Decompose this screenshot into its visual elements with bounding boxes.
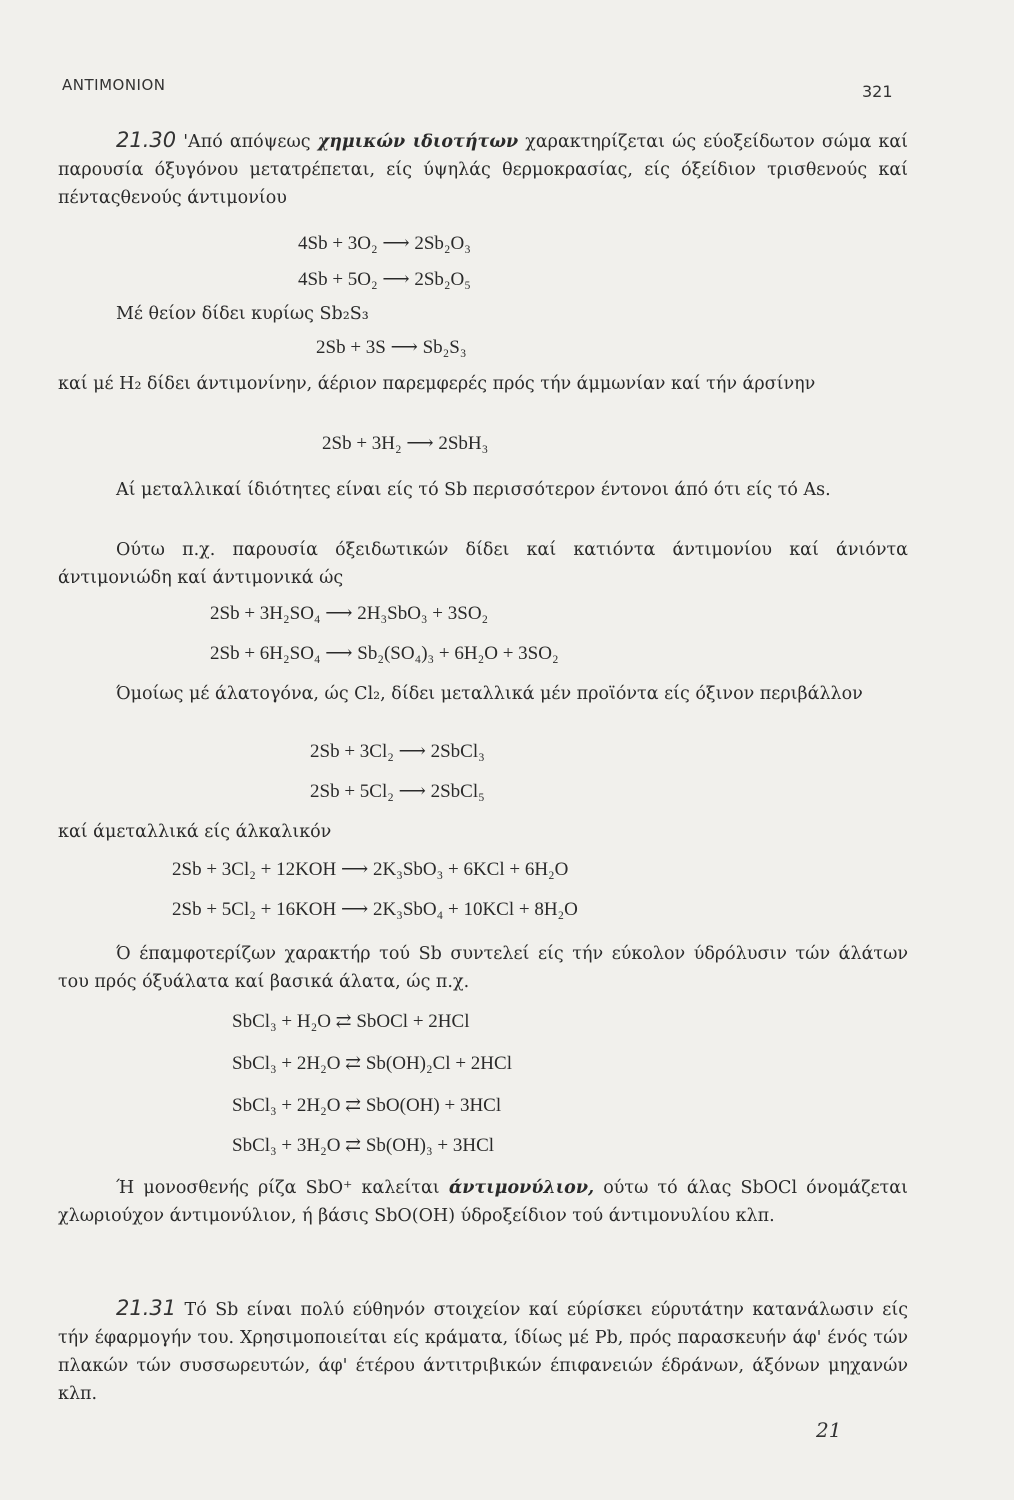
antimonyl-paragraph: [58, 1174, 908, 1230]
root-emphasis: άντιμονύλιον,: [448, 1178, 595, 1198]
amphoteric-paragraph: Ό έπαμφοτερίζων χαρακτήρ τού Sb συντελεί είς τήν εύκολον ύδρόλυσιν τών άλάτων του πρός όξυάλατα καί βασικά άλατα, ώς π.χ.: [58, 944, 908, 992]
equation-sulfide: 2Sb + 3S ⟶ Sb₂S₃: [316, 337, 467, 358]
equation-alkaline-2: 2Sb + 5Cl₂ + 16KOH ⟶ 2K₃SbO₄ + 10KCl + 8H₂O: [172, 899, 578, 920]
section-number-2131: 21.31: [116, 1296, 177, 1320]
page-number: 321: [862, 82, 893, 101]
metallic-paragraph: Αί μεταλλικαί ίδιότητες είναι είς τό Sb περισσότερον έντονοι άπό ότι είς τό As.: [116, 480, 831, 500]
acid-paragraph: Ούτω π.χ. παρουσία όξειδωτικών δίδει καί κατιόντα άντιμονίου καί άνιόντα άντιμονιώδη καί άντιμονικά ώς: [58, 540, 908, 588]
halogen-paragraph: Όμοίως μέ άλατογόνα, ώς Cl₂, δίδει μεταλλικά μέν προϊόντα είς όξινον περιβάλλον: [116, 684, 863, 704]
equation-stibine: 2Sb + 3H₂ ⟶ 2SbH₃: [322, 433, 489, 454]
signature-mark: 21: [816, 1418, 842, 1442]
equation-alkaline-1: 2Sb + 3Cl₂ + 12KOH ⟶ 2K₃SbO₃ + 6KCl + 6H₂O: [172, 859, 569, 880]
alkaline-paragraph: καί άμεταλλικά είς άλκαλικόν: [58, 822, 332, 842]
hydrogen-paragraph: καί μέ H₂ δίδει άντιμονίνην, άέριον παρεμφερές πρός τήν άμμωνίαν καί τήν άρσίνην: [58, 374, 816, 394]
section-number-2130: 21.30: [116, 128, 177, 152]
section-2131-text: Τό Sb είναι πολύ εύθηνόν στοιχείον καί εύρίσκει εύρυτάτην κατανάλωσιν είς τήν έφαρμογήν του. Χρησιμοποιείται είς κράματα, ίδίως μέ Pb, πρός παρασκευήν άφ' ένός τών πλακών τών συσσωρευτών, άφ' έτέρου άντιτριβικών έπιφανειών έδράνων, άξόνων μηχανών κλπ.: [58, 1300, 908, 1404]
equation-sulfuric-1: 2Sb + 3H₂SO₄ ⟶ 2H₃SbO₃ + 3SO₂: [210, 603, 489, 624]
section-2131: [58, 1294, 908, 1408]
intro-before: 'Από απόψεως: [176, 132, 318, 152]
equation-hydrolysis-4: SbCl₃ + 3H₂O ⇄ Sb(OH)₃ + 3HCl: [232, 1135, 495, 1156]
equation-hydrolysis-2: SbCl₃ + 2H₂O ⇄ Sb(OH)₂Cl + 2HCl: [232, 1053, 512, 1074]
sulfur-paragraph: Μέ θείον δίδει κυρίως Sb₂S₃: [116, 304, 369, 324]
equation-chloride-1: 2Sb + 3Cl₂ ⟶ 2SbCl₃: [310, 741, 485, 762]
equation-oxidation-1: 4Sb + 3O₂ ⟶ 2Sb₂O₃: [298, 233, 471, 254]
intro-emphasis: χημικών ιδιοτήτων: [317, 132, 519, 152]
equation-hydrolysis-1: SbCl₃ + H₂O ⇄ SbOCl + 2HCl: [232, 1011, 470, 1032]
equation-sulfuric-2: 2Sb + 6H₂SO₄ ⟶ Sb₂(SO₄)₃ + 6H₂O + 3SO₂: [210, 643, 559, 664]
intro-after: χαρακτηρίζεται ώς εύοξείδωτον σώμα καί παρουσία όξυγόνου μετατρέπεται, είς ύψηλάς θερμοκρασίας, είς όξείδιον τρισθενούς καί πένταςθενούς άντιμονίου: [58, 132, 908, 208]
equation-chloride-2: 2Sb + 5Cl₂ ⟶ 2SbCl₅: [310, 781, 485, 802]
section-2130-intro: [58, 126, 908, 212]
root-before: Ή μονοσθενής ρίζα SbO⁺ καλείται: [116, 1178, 449, 1198]
equation-oxidation-2: 4Sb + 5O₂ ⟶ 2Sb₂O₅: [298, 269, 471, 290]
running-title: ANTIMONION: [62, 76, 166, 94]
root-after: ούτω τό άλας SbOCl όνομάζεται χλωριούχον άντιμονύλιον, ή βάσις SbO(OH) ύδροξείδιον τού άντιμονυλίου κλπ.: [58, 1178, 908, 1226]
equation-hydrolysis-3: SbCl₃ + 2H₂O ⇄ SbO(OH) + 3HCl: [232, 1095, 502, 1116]
